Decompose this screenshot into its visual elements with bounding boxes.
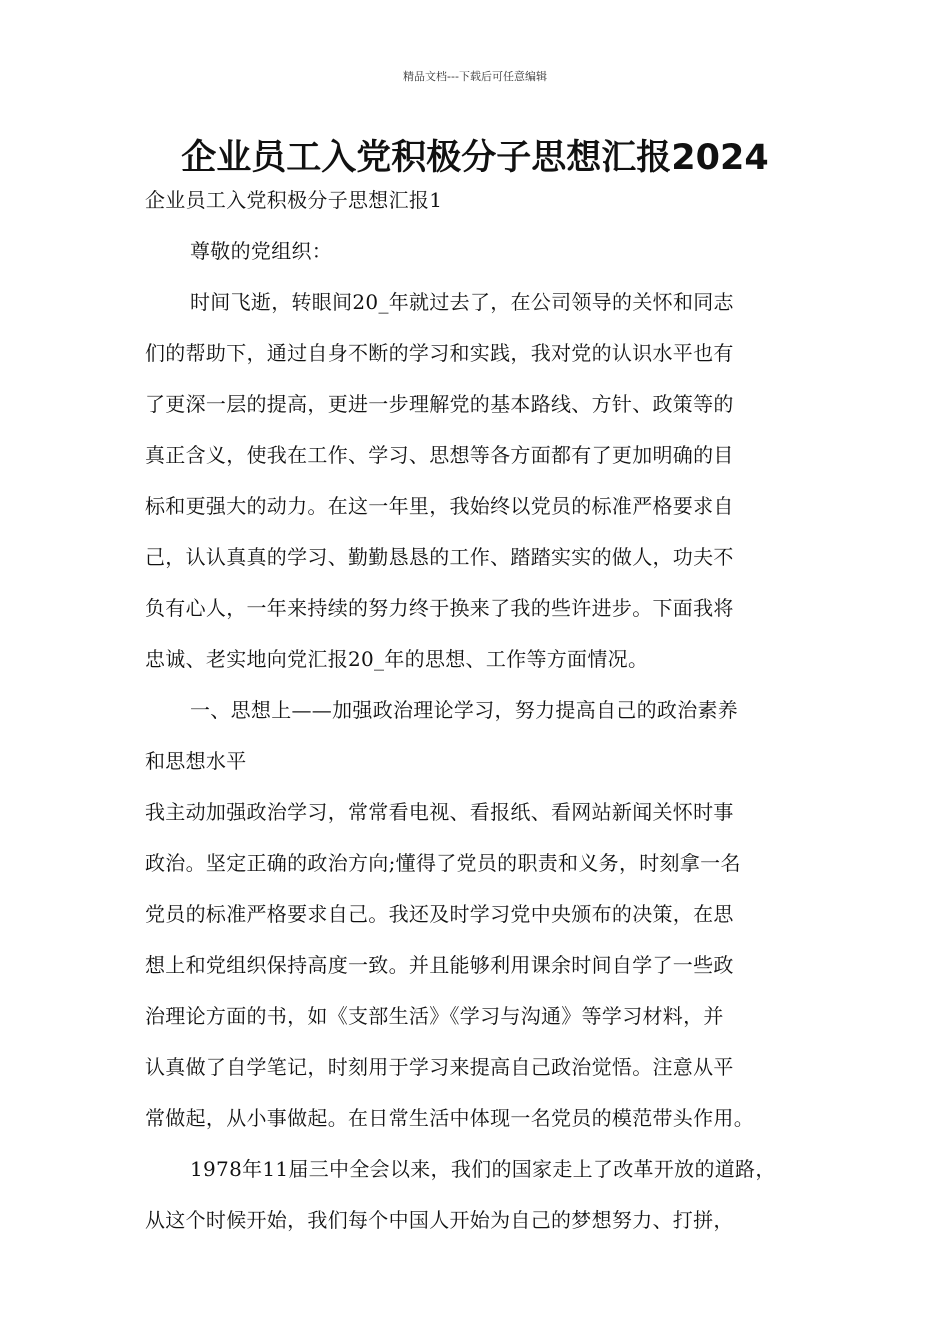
paragraph-line: 治理论方面的书，如《支部生活》《学习与沟通》等学习材料，并 [145,1004,724,1028]
paragraph-line: 标和更强大的动力。在这一年里，我始终以党员的标准严格要求自 [145,494,734,518]
paragraph-line: 1978年11届三中全会以来，我们的国家走上了改革开放的道路， [190,1157,776,1181]
page-header: 精品文档---下载后可任意编辑 [403,70,547,83]
paragraph-line: 们的帮助下，通过自身不断的学习和实践，我对党的认识水平也有 [145,341,734,365]
paragraph-line: 负有心人，一年来持续的努力终于换来了我的些许进步。下面我将 [145,596,734,620]
paragraph-line: 从这个时候开始，我们每个中国人开始为自己的梦想努力、打拼， [145,1208,734,1232]
paragraph-line: 认真做了自学笔记，时刻用于学习来提高自己政治觉悟。注意从平 [145,1055,734,1079]
paragraph-line: 党员的标准严格要求自己。我还及时学习党中央颁布的决策，在思 [145,902,734,926]
paragraph-line: 真正含义，使我在工作、学习、思想等各方面都有了更加明确的目 [145,443,734,467]
section-heading-continued: 和思想水平 [145,749,247,773]
paragraph-line: 了更深一层的提高，更进一步理解党的基本路线、方针、政策等的 [145,392,734,416]
paragraph-line: 想上和党组织保持高度一致。并且能够利用课余时间自学了一些政 [145,953,734,977]
paragraph-line: 时间飞逝，转眼间20_年就过去了，在公司领导的关怀和同志 [190,290,734,314]
document-title: 企业员工入党积极分子思想汇报2024 [181,138,769,178]
paragraph-line: 常做起，从小事做起。在日常生活中体现一名党员的模范带头作用。 [145,1106,754,1130]
document-subtitle: 企业员工入党积极分子思想汇报1 [145,188,443,212]
paragraph-line: 己，认认真真的学习、勤勤恳恳的工作、踏踏实实的做人，功夫不 [145,545,734,569]
paragraph-line: 我主动加强政治学习，常常看电视、看报纸、看网站新闻关怀时事 [145,800,734,824]
paragraph-line: 忠诚、老实地向党汇报20_年的思想、工作等方面情况。 [145,647,649,671]
salutation: 尊敬的党组织： [190,239,333,263]
paragraph-line: 政治。坚定正确的政治方向;懂得了党员的职责和义务，时刻拿一名 [145,851,741,875]
section-heading: 一、思想上——加强政治理论学习，努力提高自己的政治素养 [190,698,739,722]
